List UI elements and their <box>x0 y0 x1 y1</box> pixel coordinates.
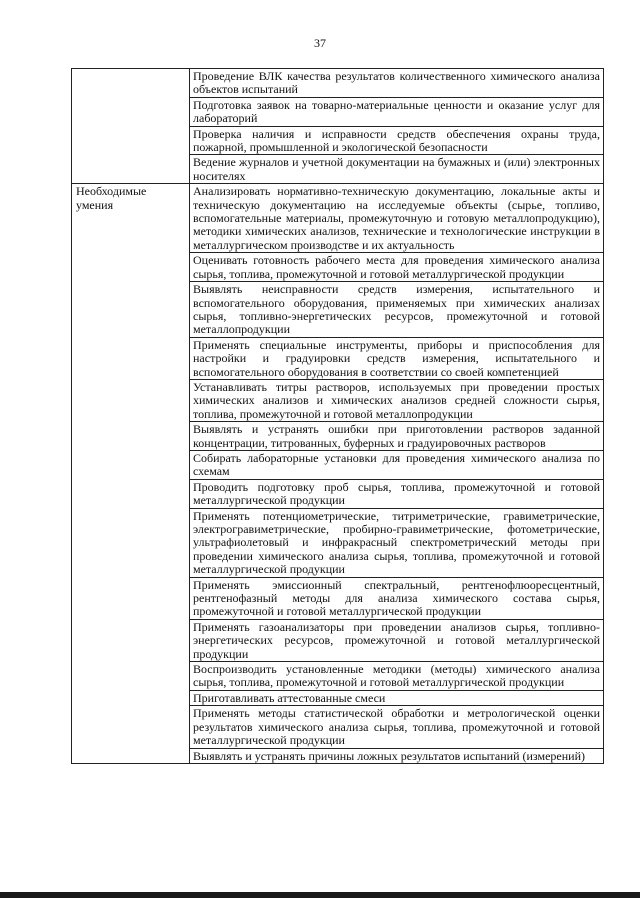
skill-item: Применять методы статистической обработки и метрологической оценки результатов химического анализа сырья, топлива, промежуточной и готовой металлургической продукции <box>190 706 604 748</box>
skill-item: Применять специальные инструменты, приборы и приспособления для настройки и градуировки средств измерения, испытательного и вспомогательного оборудования в соответствии со своей компетенцией <box>190 337 604 379</box>
section-label: Необходимые умения <box>72 184 190 764</box>
table-row <box>72 69 604 98</box>
skill-item: Применять потенциометрические, титриметрические, гравиметрические, электрогравиметрические, пробирно-гравиметрические, фотометрические, ультрафиолетовый и инфракрасный спектрометрический методы при проведении химического анализа сырья, топлива, промежуточной и готовой металлургической продукции <box>190 508 604 577</box>
page-number: 37 <box>314 36 326 50</box>
skill-item: Проведение ВЛК качества результатов количественного химического анализа объектов испытаний <box>190 69 604 98</box>
skill-item: Воспроизводить установленные методики (методы) химического анализа сырья, топлива, промежуточной и готовой металлургической продукции <box>190 662 604 691</box>
table-body <box>72 69 604 764</box>
skill-item: Проверка наличия и исправности средств обеспечения охраны труда, пожарной, промышленной и экологической безопасности <box>190 126 604 155</box>
skill-item: Анализировать нормативно-техническую документацию, локальные акты и техническую документацию на исследуемые объекты (сырье, топливо, вспомогательные материалы, промежуточную и готовую металлопродукцию), методики химических анализов, технические и технологические инструкции в металлургическом производстве и их актуальность <box>190 184 604 253</box>
skill-item: Ведение журналов и учетной документации на бумажных и (или) электронных носителях <box>190 155 604 184</box>
skill-item: Собирать лабораторные установки для проведения химического анализа по схемам <box>190 450 604 479</box>
skill-item: Выявлять и устранять причины ложных результатов испытаний (измерений) <box>190 748 604 763</box>
section-label-continued <box>72 69 190 184</box>
skill-item: Приготавливать аттестованные смеси <box>190 690 604 705</box>
table-row <box>72 184 604 253</box>
skill-item: Проводить подготовку проб сырья, топлива, промежуточной и готовой металлургической продукции <box>190 479 604 508</box>
skill-item: Выявлять неисправности средств измерения, испытательного и вспомогательного оборудования, применяемых при химических анализах сырья, топливно-энергетических ресурсов, промежуточной и готовой металлопродукции <box>190 282 604 338</box>
skill-item: Устанавливать титры растворов, используемых при проведении простых химических анализов и химических анализов средней сложности сырья, топлива, промежуточной и готовой металлопродукции <box>190 379 604 421</box>
scan-edge <box>0 892 640 898</box>
skill-item: Выявлять и устранять ошибки при приготовлении растворов заданной концентрации, титрованных, буферных и градуировочных растворов <box>190 422 604 451</box>
skill-item: Применять эмиссионный спектральный, рентгенофлюоресцентный, рентгенофазный методы для анализа химического состава сырья, промежуточной и готовой металлургической продукции <box>190 577 604 619</box>
skill-item: Оценивать готовность рабочего места для проведения химического анализа сырья, топлива, промежуточной и готовой металлургической продукции <box>190 253 604 282</box>
skill-item: Подготовка заявок на товарно-материальные ценности и оказание услуг для лабораторий <box>190 97 604 126</box>
skill-item: Применять газоанализаторы при проведении анализов сырья, топливно-энергетических ресурсов, промежуточной и готовой металлургической продукции <box>190 619 604 661</box>
skills-table <box>71 68 604 764</box>
